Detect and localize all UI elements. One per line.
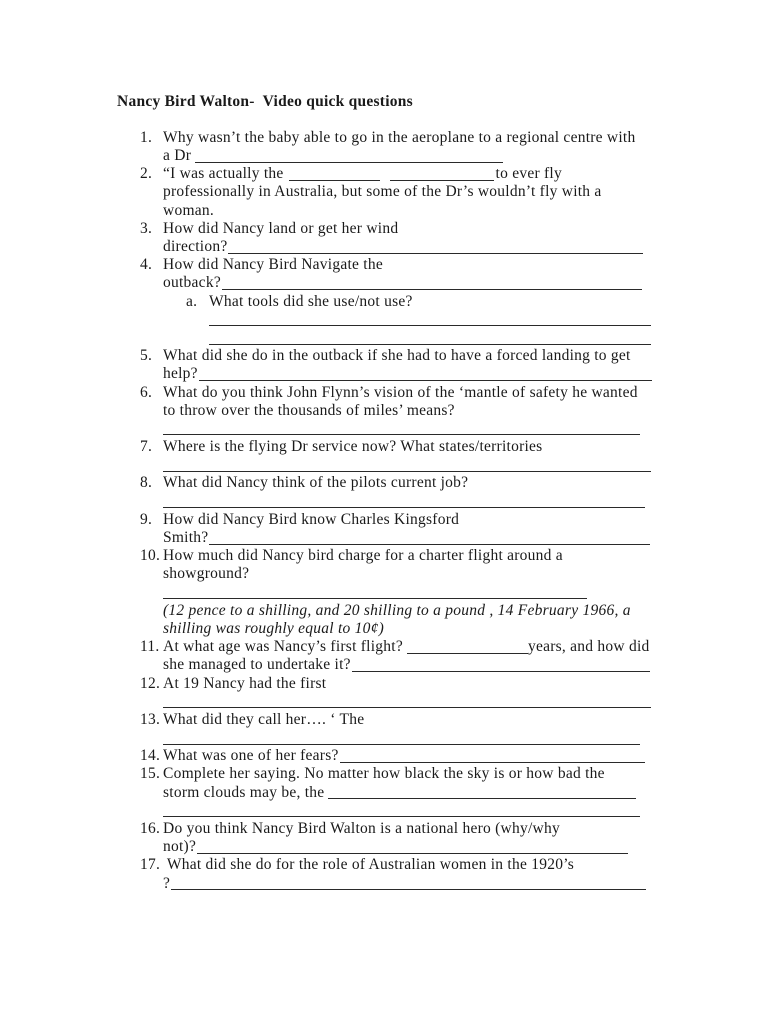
answer-blank: [407, 638, 528, 654]
question-text: showground?: [163, 565, 250, 583]
question-2-continuation: [0, 183, 768, 201]
question-text: to ever fly: [495, 165, 562, 183]
question-text: storm clouds may be, the: [163, 783, 325, 801]
answer-line: [228, 238, 643, 254]
question-5-continuation: [0, 365, 768, 383]
question-number: 6.: [140, 383, 153, 401]
question-text: outback?: [163, 274, 221, 292]
question-13: [0, 711, 768, 729]
answer-row: [0, 493, 768, 511]
question-number: 16.: [140, 820, 161, 838]
answer-row: [0, 329, 768, 347]
answer-line: [195, 147, 503, 163]
question-9: [0, 511, 768, 529]
question-4-subitem-a: [0, 293, 768, 311]
question-text-line: [163, 147, 503, 165]
answer-line: [197, 838, 628, 854]
answer-line: [163, 816, 640, 817]
note-line: [163, 602, 631, 620]
question-text: Smith?: [163, 529, 209, 547]
question-16-continuation: [0, 838, 768, 856]
answer-line: [209, 344, 651, 345]
question-number: 10.: [140, 547, 161, 565]
question-text-line: [163, 547, 563, 565]
question-text: At what age was Nancy’s first flight?: [163, 638, 403, 656]
question-text: What did they call her…. ‘ The: [163, 710, 365, 728]
question-text: years, and how did: [527, 638, 650, 656]
question-text-line: [163, 274, 642, 292]
question-5: [0, 347, 768, 365]
question-text-line: [163, 202, 214, 220]
question-text: How did Nancy Bird know Charles Kingsford: [163, 510, 460, 528]
question-1: [0, 129, 768, 147]
question-text-line: [163, 875, 646, 893]
question-10-continuation: [0, 565, 768, 583]
question-6-continuation: [0, 402, 768, 420]
question-text: help?: [163, 365, 198, 383]
subitem-text-line: [209, 293, 413, 311]
question-7: [0, 438, 768, 456]
question-text-line: [163, 711, 364, 729]
question-text-line: [163, 820, 560, 838]
question-number: 17.: [140, 856, 161, 874]
answer-line: [222, 274, 642, 290]
answer-line: [328, 784, 636, 800]
question-9-continuation: [0, 529, 768, 547]
question-text-line: [163, 638, 650, 656]
question-number: 1.: [140, 128, 153, 146]
question-text-line: [163, 838, 628, 856]
question-text: not)?: [163, 838, 197, 856]
question-text: What do you think John Flynn’s vision of the ‘mantle of safety he wanted: [163, 383, 638, 401]
question-text: How did Nancy land or get her wind: [163, 219, 399, 237]
answer-line: [163, 471, 651, 472]
answer-row: [0, 693, 768, 711]
question-text: to throw over the thousands of miles’ means?: [163, 401, 455, 419]
question-number: 12.: [140, 674, 161, 692]
question-text-line: [163, 438, 542, 456]
question-text-line: [163, 565, 249, 583]
question-16: [0, 820, 768, 838]
answer-line: [209, 325, 651, 326]
question-text-line: [163, 347, 631, 365]
answer-blank: [289, 165, 380, 181]
question-15-continuation: [0, 784, 768, 802]
question-text-line: [163, 511, 459, 529]
question-1-continuation: [0, 147, 768, 165]
answer-line: [163, 507, 645, 508]
answer-row: [0, 456, 768, 474]
question-17: [0, 856, 768, 874]
currency-note: [0, 620, 768, 638]
question-3-continuation: [0, 238, 768, 256]
question-17-continuation: [0, 875, 768, 893]
subitem-letter: a.: [186, 292, 198, 310]
question-number: 3.: [140, 219, 153, 237]
question-8: [0, 474, 768, 492]
question-6: [0, 384, 768, 402]
answer-line: [199, 365, 652, 381]
question-4: [0, 256, 768, 274]
question-text-line: [163, 256, 383, 274]
question-text: What was one of her fears?: [163, 747, 339, 765]
question-text-line: [163, 238, 643, 256]
question-text-line: [163, 784, 636, 802]
question-text-line: [163, 474, 468, 492]
question-number: 14.: [140, 747, 161, 765]
question-2: [0, 165, 768, 183]
question-14: [0, 747, 768, 765]
answer-line: [163, 434, 640, 435]
question-text-line: [163, 183, 602, 201]
question-list: [0, 129, 768, 893]
answer-line: [163, 744, 640, 745]
question-text-line: [163, 747, 645, 765]
question-text: a Dr: [163, 147, 192, 165]
question-11: [0, 638, 768, 656]
currency-note: [0, 602, 768, 620]
question-3: [0, 220, 768, 238]
question-number: 13.: [140, 710, 161, 728]
question-text: What did she do in the outback if she had to have a forced landing to get: [163, 347, 631, 365]
question-number: 7.: [140, 438, 153, 456]
question-text: Complete her saying. No matter how black the sky is or how bad the: [163, 765, 605, 783]
answer-row: [0, 802, 768, 820]
answer-line: [352, 656, 650, 672]
question-text: At 19 Nancy had the first: [163, 674, 327, 692]
question-text-line: [163, 129, 635, 147]
answer-row: [0, 729, 768, 747]
question-number: 8.: [140, 474, 153, 492]
question-text: direction?: [163, 238, 228, 256]
question-15: [0, 765, 768, 783]
question-text-line: [163, 765, 605, 783]
question-text: ?: [163, 874, 171, 892]
question-text-line: [163, 529, 650, 547]
question-text: How much did Nancy bird charge for a charter flight around a: [163, 547, 563, 565]
question-12: [0, 675, 768, 693]
question-text: she managed to undertake it?: [163, 656, 351, 674]
question-number: 15.: [140, 765, 161, 783]
question-4-continuation: [0, 274, 768, 292]
question-number: 5.: [140, 347, 153, 365]
worksheet-title: Nancy Bird Walton- Video quick questions: [117, 92, 413, 110]
answer-line: [209, 529, 650, 545]
question-text: professionally in Australia, but some of the Dr’s wouldn’t fly with a: [163, 183, 602, 201]
question-text-line: [163, 856, 574, 874]
question-number: 4.: [140, 256, 153, 274]
answer-row: [0, 584, 768, 602]
question-text-line: [163, 656, 650, 674]
question-text-line: [163, 165, 562, 183]
question-text: Where is the flying Dr service now? What states/territories: [163, 438, 543, 456]
answer-row: [0, 311, 768, 329]
question-10: [0, 547, 768, 565]
question-text-line: [163, 402, 455, 420]
question-text: Do you think Nancy Bird Walton is a national hero (why/why: [163, 820, 560, 838]
answer-line: [163, 598, 587, 599]
question-text: woman.: [163, 201, 215, 219]
question-text: How did Nancy Bird Navigate the: [163, 256, 383, 274]
question-number: 11.: [140, 638, 160, 656]
question-text-line: [163, 675, 326, 693]
question-text: What did Nancy think of the pilots current job?: [163, 474, 469, 492]
question-number: 9.: [140, 510, 153, 528]
question-2-continuation: [0, 202, 768, 220]
question-text-line: [163, 365, 652, 383]
question-text: “I was actually the: [163, 165, 284, 183]
answer-blank: [390, 165, 494, 181]
note-text: shilling was roughly equal to 10¢): [163, 619, 385, 637]
question-text-line: [163, 384, 638, 402]
question-text: What did she do for the role of Australian women in the 1920’s: [163, 856, 575, 874]
answer-line: [340, 747, 645, 763]
subitem-text: What tools did she use/not use?: [209, 292, 413, 310]
note-line: [163, 620, 384, 638]
question-11-continuation: [0, 656, 768, 674]
answer-line: [171, 875, 646, 891]
question-text: Why wasn’t the baby able to go in the aeroplane to a regional centre with: [163, 128, 636, 146]
question-number: 2.: [140, 165, 153, 183]
answer-row: [0, 420, 768, 438]
note-text: (12 pence to a shilling, and 20 shilling to a pound , 14 February 1966, a: [163, 601, 631, 619]
question-text-line: [163, 220, 398, 238]
answer-line: [163, 707, 651, 708]
